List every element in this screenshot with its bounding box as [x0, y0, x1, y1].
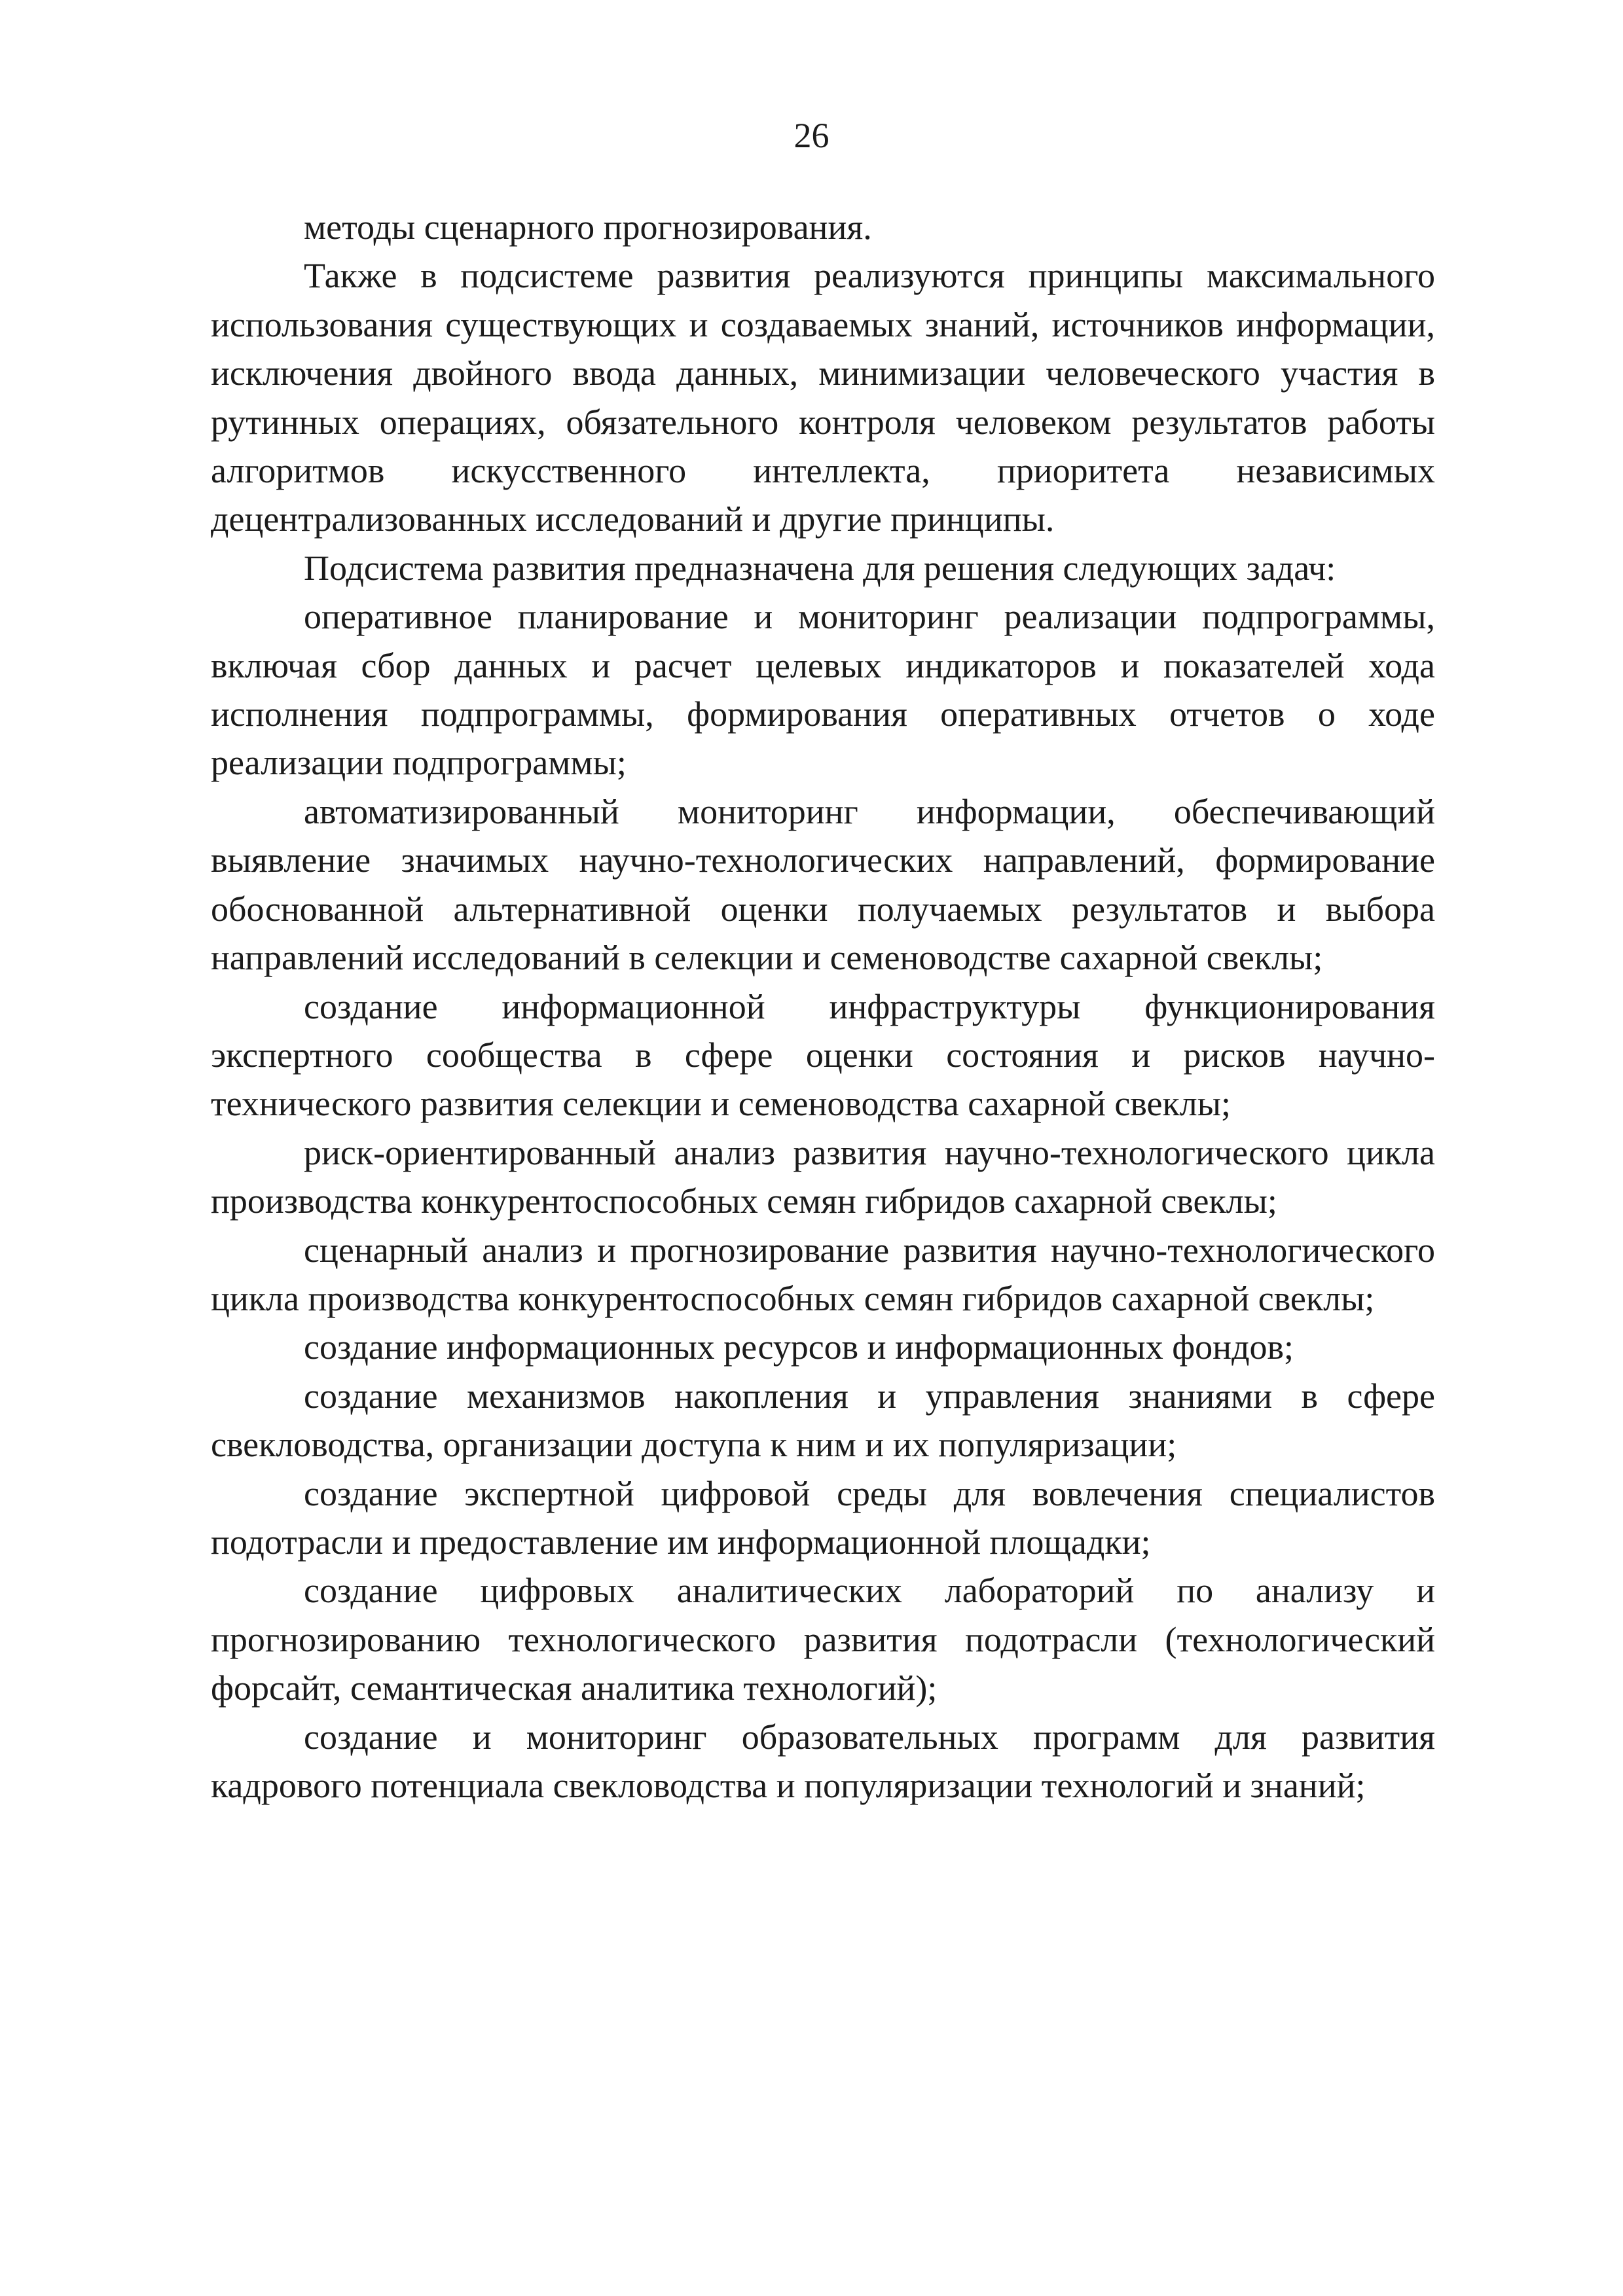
- list-item-expert-digital-environment: создание экспертной цифровой среды для вовлечения специалистов подотрасли и предоставление им информационной площадки;: [211, 1473, 1435, 1562]
- list-item-expert-infrastructure: создание информационной инфраструктуры функционирования экспертного сообщества в сфере оценки состояния и рисков научно-технического развития селекции и семеноводства сахарной свеклы;: [211, 986, 1435, 1124]
- page-number: 26: [793, 116, 830, 155]
- paragraph-continuation: методы сценарного прогнозирования.: [304, 207, 872, 247]
- list-item-scenario-analysis: сценарный анализ и прогнозирование развития научно-технологического цикла производства конкурентоспособных семян гибридов сахарной свеклы;: [211, 1230, 1435, 1318]
- list-item-knowledge-management: создание механизмов накопления и управления знаниями в сфере свекловодства, организации доступа к ним и их популяризации;: [211, 1376, 1435, 1465]
- paragraph-principles: Также в подсистеме развития реализуются принципы максимального использования существующих и создаваемых знаний, источников информации, исключения двойного ввода данных, минимизации человеческого участия в рутинных операциях, обязательного контроля человеком результатов работы алгоритмов искусственного интеллекта, приоритета независимых децентрализованных исследований и другие принципы.: [211, 256, 1435, 539]
- document-body: [211, 203, 1435, 1810]
- list-item-operational-planning: оперативное планирование и мониторинг реализации подпрограммы, включая сбор данных и расчет целевых индикаторов и показателей хода исполнения подпрограммы, формирования оперативных отчетов о ходе реализации подпрограммы;: [211, 597, 1435, 783]
- list-item-education-programs: создание и мониторинг образовательных программ для развития кадрового потенциала свекловодства и популяризации технологий и знаний;: [211, 1717, 1435, 1805]
- list-item-digital-labs: создание цифровых аналитических лабораторий по анализу и прогнозированию технологического развития подотрасли (технологический форсайт, семантическая аналитика технологий);: [211, 1571, 1435, 1708]
- paragraph-tasks-intro: Подсистема развития предназначена для решения следующих задач:: [304, 548, 1336, 588]
- list-item-information-resources: создание информационных ресурсов и информационных фондов;: [304, 1327, 1294, 1367]
- list-item-risk-analysis: риск-ориентированный анализ развития научно-технологического цикла производства конкурентоспособных семян гибридов сахарной свеклы;: [211, 1132, 1435, 1221]
- list-item-automated-monitoring: автоматизированный мониторинг информации, обеспечивающий выявление значимых научно-технологических направлений, формирование обоснованной альтернативной оценки получаемых результатов и выбора направлений исследований в селекции и семеноводстве сахарной свеклы;: [211, 791, 1435, 978]
